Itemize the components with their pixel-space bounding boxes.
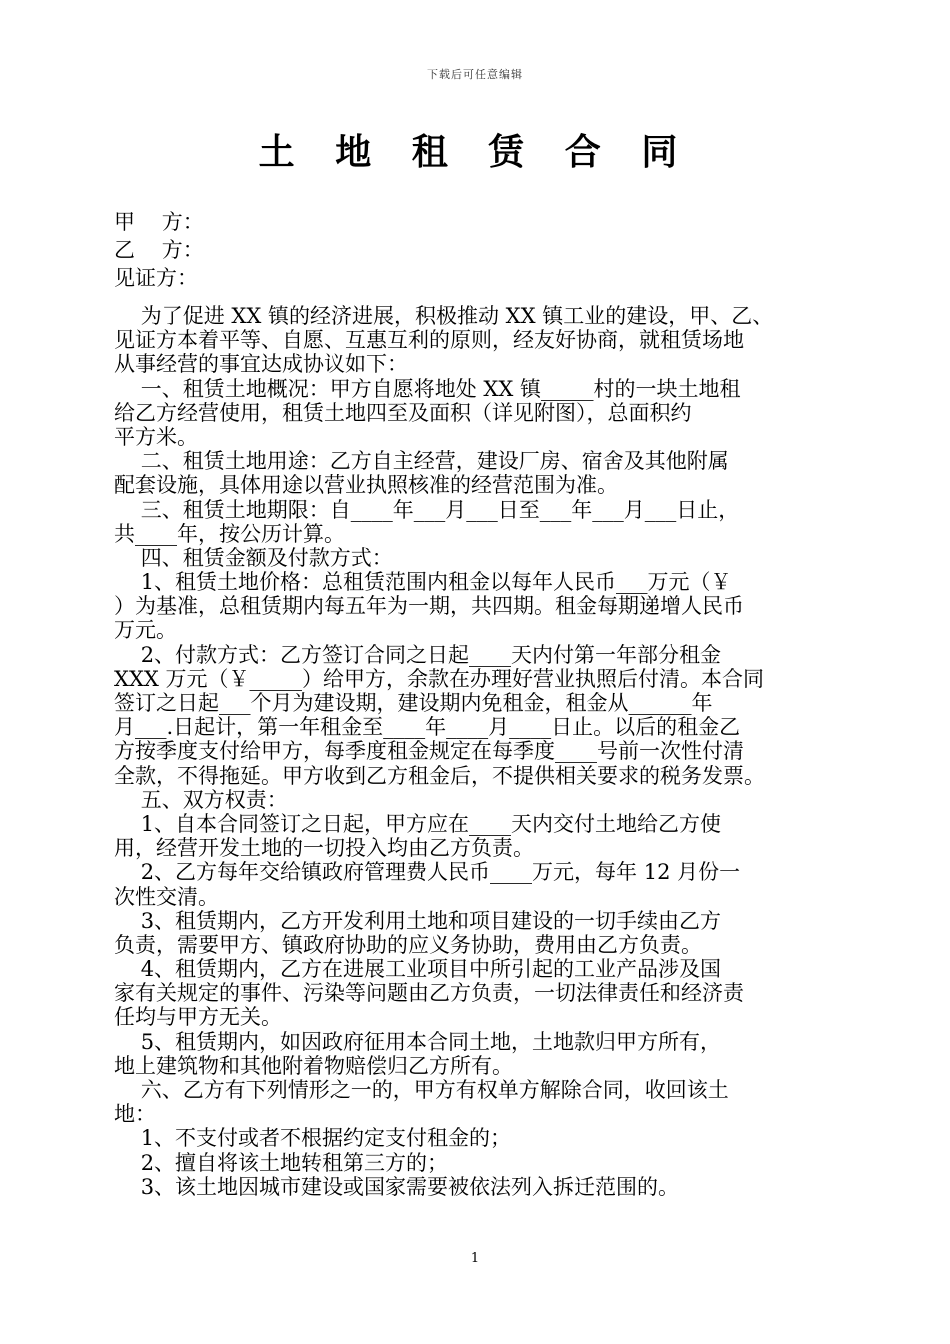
document-title: 土 地 租 赁 合 同 xyxy=(258,131,692,173)
contract-line: 任均与甲方无关。 xyxy=(114,1005,282,1030)
contract-line: 4、租赁期内，乙方在进展工业项目中所引起的工业产品涉及国 xyxy=(114,957,722,982)
contract-line: 全款，不得拖延。甲方收到乙方租金后，不提供相关要求的税务发票。 xyxy=(114,763,765,788)
contract-line: 共____年，按公历计算。 xyxy=(114,521,345,546)
party-a-label: 甲 方： xyxy=(114,210,204,234)
contract-line: 签订之日起___个月为建设期，建设期内免租金，租金从______年 xyxy=(114,691,713,715)
contract-line: 一、租赁土地概况：甲方自愿将地处 XX 镇_____村的一块土地租 xyxy=(114,376,741,401)
contract-line: 3、租赁期内，乙方开发利用土地和项目建设的一切手续由乙方 xyxy=(114,908,722,933)
contract-line: 方按季度支付给甲方，每季度租金规定在每季度____号前一次性付清 xyxy=(114,739,744,764)
contract-line: ）为基准，总租赁期内每五年为一期，共四期。租金每期递增人民币 xyxy=(114,594,744,619)
contract-line: 用，经营开发土地的一切投入均由乙方负责。 xyxy=(114,836,534,861)
contract-line: 负责，需要甲方、镇政府协助的应义务协助，费用由乙方负责。 xyxy=(114,932,702,957)
witness-label: 见证方： xyxy=(114,266,198,290)
contract-line: 2、乙方每年交给镇政府管理费人民币____万元，每年 12 月份一 xyxy=(114,860,741,885)
contract-line: 地上建筑物和其他附着物赔偿归乙方所有。 xyxy=(114,1053,513,1078)
contract-line: 5、租赁期内，如因政府征用本合同土地，土地款归甲方所有， xyxy=(114,1029,722,1054)
page-number: 1 xyxy=(470,1251,480,1266)
contract-line: 3、该土地因城市建设或国家需要被依法列入拆迁范围的。 xyxy=(114,1174,680,1199)
contract-line: 地： xyxy=(114,1102,156,1127)
contract-line: 从事经营的事宜达成协议如下： xyxy=(114,352,408,377)
contract-clauses xyxy=(114,304,840,1199)
contract-line: 1、租赁土地价格：总租赁范围内租金以每年人民币___万元（￥ xyxy=(114,570,732,595)
contract-line: 万元。 xyxy=(114,618,177,643)
contract-line: 四、租赁金额及付款方式： xyxy=(114,545,393,570)
party-b-label: 乙 方： xyxy=(114,238,204,262)
parties-block xyxy=(114,208,840,292)
contract-line: 三、租赁土地期限：自____年___月___日至___年___月___日止， xyxy=(114,497,740,522)
contract-line: 五、双方权责： xyxy=(114,787,288,812)
contract-line: 配套设施，具体用途以营业执照核准的经营范围为准。 xyxy=(114,473,618,498)
contract-line: 给乙方经营使用，租赁土地四至及面积（详见附图），总面积约 xyxy=(114,400,692,425)
contract-line: 家有关规定的事件、污染等问题由乙方负责，一切法律责任和经济责 xyxy=(114,981,744,1006)
contract-body xyxy=(114,208,840,1199)
contract-line: 为了促进 XX 镇的经济进展，积极推动 XX 镇工业的建设，甲、乙、 xyxy=(114,304,774,328)
contract-line: 2、擅自将该土地转租第三方的； xyxy=(114,1150,449,1175)
contract-line: 二、租赁土地用途：乙方自主经营，建设厂房、宿舍及其他附属 xyxy=(114,449,729,474)
contract-line: 2、付款方式：乙方签订合同之日起____天内付第一年部分租金 xyxy=(114,642,722,667)
contract-line: XXX 万元（￥_____）给甲方，余款在办理好营业执照后付清。本合同 xyxy=(114,666,765,691)
contract-line: 次性交清。 xyxy=(114,884,219,909)
contract-line: 平方米。 xyxy=(114,424,198,449)
contract-line: 1、不支付或者不根据约定支付租金的； xyxy=(114,1126,512,1151)
header-note: 下载后可任意编辑 xyxy=(427,68,523,81)
contract-line: 月___.日起计，第一年租金至____年____月____日止。以后的租金乙 xyxy=(114,715,741,740)
contract-line: 1、自本合同签订之日起，甲方应在____天内交付土地给乙方使 xyxy=(114,811,722,836)
contract-line: 见证方本着平等、自愿、互惠互利的原则，经友好协商，就租赁场地 xyxy=(114,328,744,353)
contract-line: 六、乙方有下列情形之一的，甲方有权单方解除合同，收回该土 xyxy=(114,1078,729,1102)
